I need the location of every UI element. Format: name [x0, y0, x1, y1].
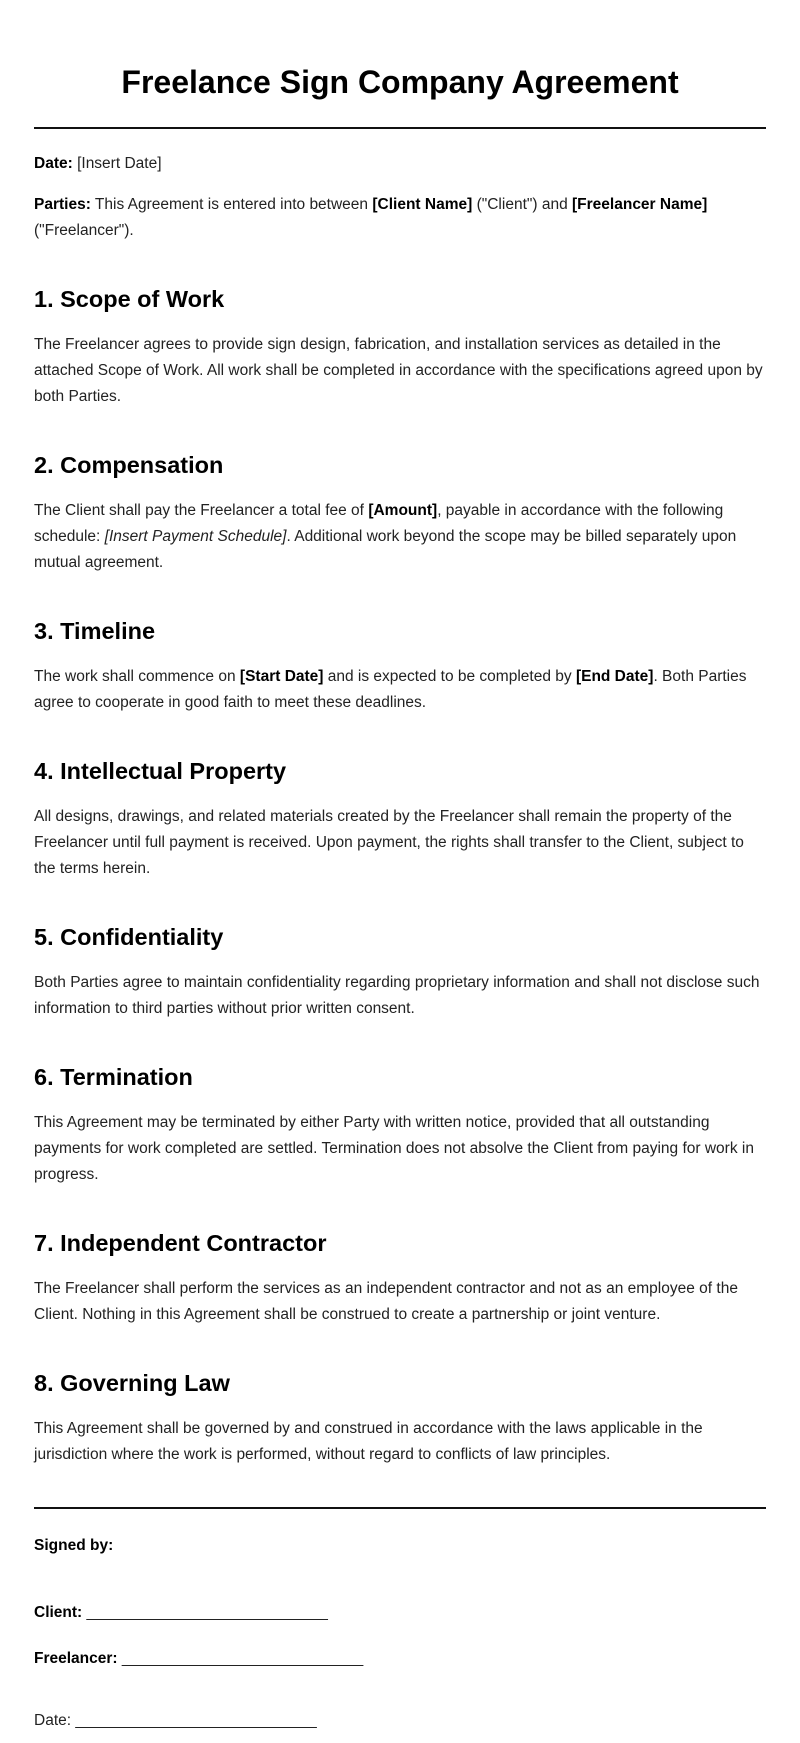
client-signature-label: Client: — [34, 1604, 83, 1621]
section-body — [34, 664, 766, 716]
timeline-text-1: The work shall commence on — [34, 668, 236, 685]
amount-placeholder: [Amount] — [368, 502, 438, 519]
compensation-text-1: The Client shall pay the Freelancer a total fee of — [34, 502, 364, 519]
section-heading: 3. Timeline — [34, 618, 156, 644]
date-line — [34, 151, 766, 177]
parties-text-2: ("Client") and — [476, 196, 568, 213]
section-body: The Freelancer agrees to provide sign design, fabrication, and installation services as detailed in the attached Scope of Work. All work shall be completed in accordance with the specifications agreed upon by both Parties. — [34, 336, 763, 405]
signature-date-blank: ____________________________ — [75, 1712, 317, 1729]
section-heading: 6. Termination — [34, 1064, 193, 1090]
signature-block — [34, 1533, 766, 1734]
freelancer-signature-line — [34, 1646, 766, 1672]
compensation-text-2: , payable in accordance with the following schedule: — [34, 502, 724, 545]
parties-text-3: ("Freelancer"). — [34, 222, 134, 239]
section-independent-contractor — [34, 1228, 766, 1328]
section-compensation — [34, 450, 766, 576]
section-scope-of-work — [34, 284, 766, 410]
section-heading: 8. Governing Law — [34, 1370, 230, 1396]
section-body: This Agreement may be terminated by either Party with written notice, provided that all outstanding payments for work completed are settled. Termination does not absolve the Client from paying for work in progress. — [34, 1114, 754, 1183]
client-signature-line — [34, 1600, 766, 1626]
timeline-text-3: . Both Parties agree to cooperate in good faith to meet these deadlines. — [34, 668, 747, 711]
freelancer-signature-blank: ____________________________ — [121, 1650, 364, 1667]
start-date-placeholder: [Start Date] — [239, 668, 324, 685]
timeline-text-2: and is expected to be completed by — [327, 668, 572, 685]
document-title: Freelance Sign Company Agreement — [121, 64, 679, 100]
date-label: Date: — [34, 155, 73, 172]
section-heading: 1. Scope of Work — [34, 286, 225, 312]
parties-text-1: This Agreement is entered into between — [94, 196, 369, 213]
freelancer-signature-label: Freelancer: — [34, 1650, 118, 1667]
section-timeline — [34, 616, 766, 716]
section-heading: 7. Independent Contractor — [34, 1230, 327, 1256]
section-heading: 4. Intellectual Property — [34, 758, 287, 784]
end-date-placeholder: [End Date] — [575, 668, 654, 685]
parties-line — [34, 192, 766, 244]
payment-schedule-placeholder: [Insert Payment Schedule] — [104, 528, 287, 545]
section-governing-law — [34, 1368, 766, 1468]
signature-divider — [34, 1507, 766, 1509]
signed-by-label: Signed by: — [34, 1537, 114, 1554]
client-signature-blank: ____________________________ — [86, 1604, 328, 1621]
section-heading: 5. Confidentiality — [34, 924, 224, 950]
section-heading: 2. Compensation — [34, 452, 224, 478]
parties-label: Parties: — [34, 196, 91, 213]
section-body — [34, 498, 766, 576]
section-body: The Freelancer shall perform the services as an independent contractor and not as an employee of the Client. Nothing in this Agreement shall be construed to create a partnership or joint venture. — [34, 1280, 738, 1323]
section-intellectual-property — [34, 756, 766, 882]
signature-date-label: Date: — [34, 1712, 72, 1729]
section-termination — [34, 1062, 766, 1188]
date-value: [Insert Date] — [77, 155, 162, 172]
freelancer-name-placeholder: [Freelancer Name] — [572, 196, 708, 213]
compensation-text-3: . Additional work beyond the scope may be billed separately upon mutual agreement. — [34, 528, 737, 571]
section-confidentiality — [34, 922, 766, 1022]
section-body: All designs, drawings, and related materials created by the Freelancer shall remain the property of the Freelancer until full payment is received. Upon payment, the rights shall transfer to the Client, subject to the terms herein. — [34, 808, 744, 877]
section-body: This Agreement shall be governed by and construed in accordance with the laws applicable in the jurisdiction where the work is performed, without regard to conflicts of law principles. — [34, 1420, 703, 1463]
signature-date-line — [34, 1708, 766, 1734]
title-divider — [34, 127, 766, 129]
section-body: Both Parties agree to maintain confidentiality regarding proprietary information and shall not disclose such information to third parties without prior written consent. — [34, 974, 760, 1017]
client-name-placeholder: [Client Name] — [372, 196, 473, 213]
